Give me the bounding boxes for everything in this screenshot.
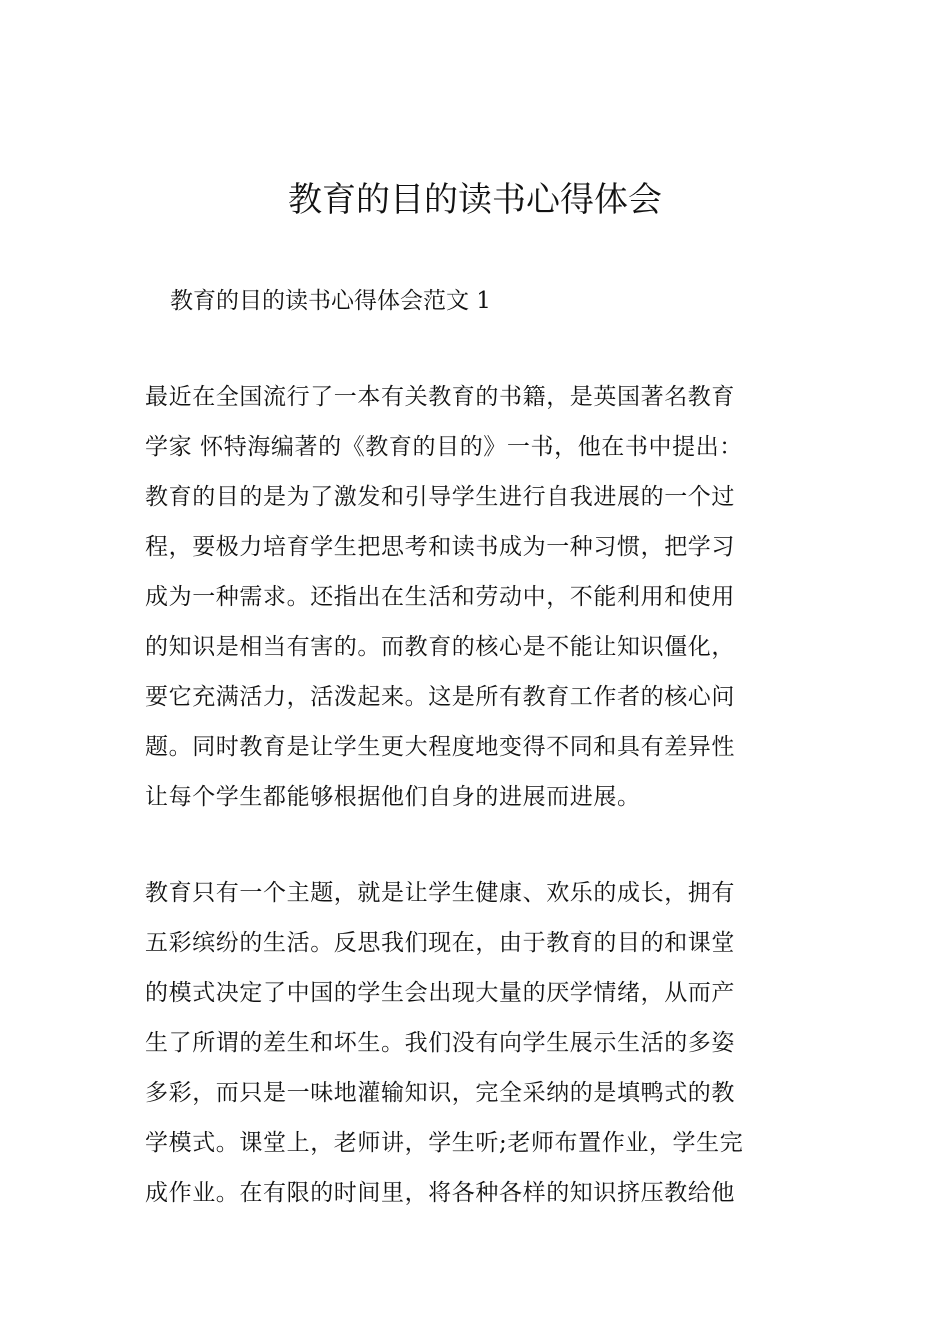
paragraph-line: 程，要极力培育学生把思考和读书成为一种习惯，把学习 [145,534,735,560]
document-subtitle: 教育的目的读书心得体会范文 1 [170,288,491,314]
paragraph-line: 五彩缤纷的生活。反思我们现在，由于教育的目的和课堂 [145,930,735,956]
paragraph-line: 的知识是相当有害的。而教育的核心是不能让知识僵化， [145,634,735,660]
paragraph-line: 的模式决定了中国的学生会出现大量的厌学情绪，从而产 [145,980,735,1006]
paragraph-line: 成作业。在有限的时间里，将各种各样的知识挤压教给他 [145,1180,735,1206]
paragraph-line: 题。同时教育是让学生更大程度地变得不同和具有差异性 [145,734,735,760]
paragraph-line: 学家 怀特海编著的《教育的目的》一书，他在书中提出： [145,434,743,460]
paragraph-line: 生了所谓的差生和坏生。我们没有向学生展示生活的多姿 [145,1030,735,1056]
paragraph-line: 多彩，而只是一味地灌输知识，完全采纳的是填鸭式的教 [145,1080,735,1106]
paragraph-line: 要它充满活力，活泼起来。这是所有教育工作者的核心问 [145,684,735,710]
paragraph-1 [145,372,810,822]
paragraph-line: 教育只有一个主题，就是让学生健康、欢乐的成长，拥有 [145,880,735,906]
document-title: 教育的目的读书心得体会 [288,180,662,220]
paragraph-line: 教育的目的是为了激发和引导学生进行自我进展的一个过 [145,484,735,510]
paragraph-line: 最近在全国流行了一本有关教育的书籍，是英国著名教育 [145,384,735,410]
paragraph-line: 让每个学生都能够根据他们自身的进展而进展。 [145,784,641,810]
paragraph-line: 成为一种需求。还指出在生活和劳动中，不能利用和使用 [145,584,735,610]
paragraph-line: 学模式。课堂上，老师讲，学生听;老师布置作业，学生完 [145,1130,744,1156]
paragraph-2 [145,868,810,1218]
